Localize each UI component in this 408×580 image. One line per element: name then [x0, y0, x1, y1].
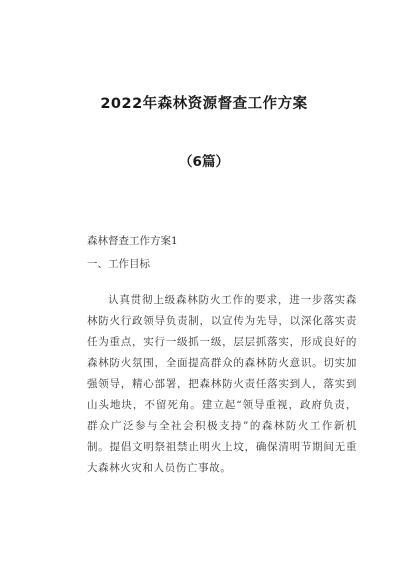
document-subtitle: （6篇）: [179, 154, 229, 170]
section-heading: 森林督查工作方案1: [87, 235, 178, 247]
subsection-heading: 一、工作目标: [87, 258, 150, 270]
body-paragraph: 认真贯彻上级森林防火工作的要求，进一步落实森林防火行政领导负责制，以宣传为先导，以深化落实责任为重点，实行一级抓一级，层层抓落实，形成良好的森林防火氛围，全面提高群众的森林防火意识。切实加强领导，精心部署，把森林防火责任落实到人，落实到山头地块，不留死角。建立起“领导重视，政府负责，群众广泛参与全社会积极支持”的森林防火工作新机制。提倡文明祭祖禁止明火上坟，确保清明节期间无重大森林火灾和人员伤亡事故。: [87, 294, 357, 474]
document-title: 2022年森林资源督查工作方案: [100, 96, 308, 112]
